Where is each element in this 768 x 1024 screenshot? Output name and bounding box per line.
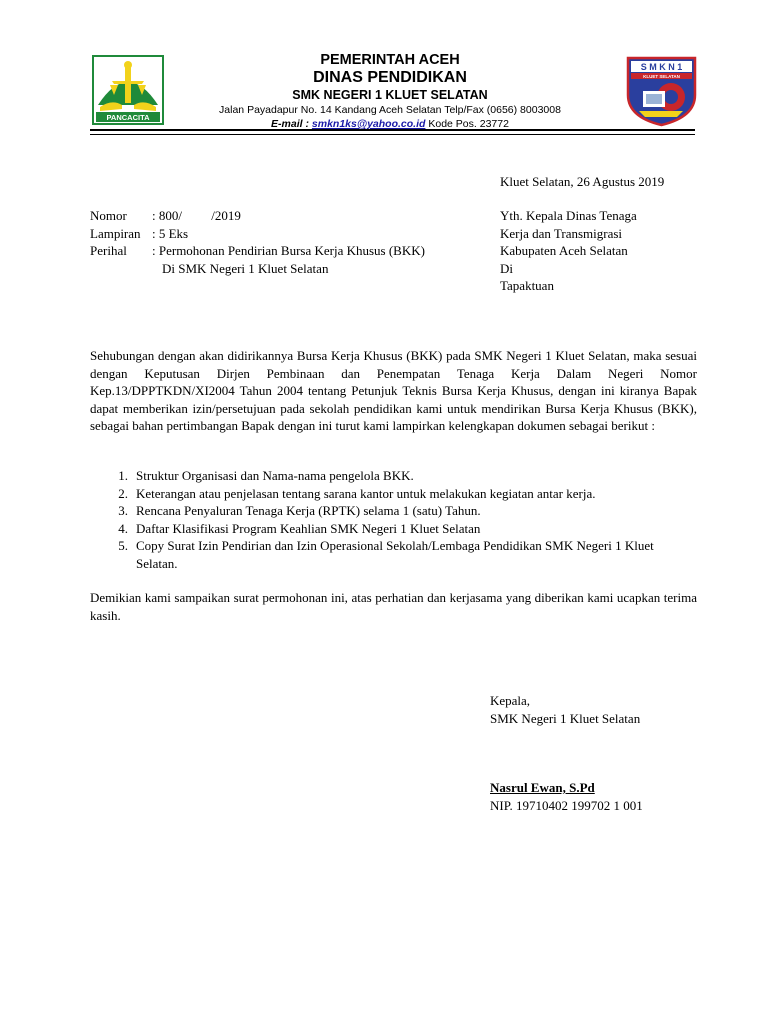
lampiran-value: : 5 Eks — [152, 225, 189, 241]
recipient-line: Yth. Kepala Dinas Tenaga — [500, 208, 637, 223]
school-name: SMK NEGERI 1 KLUET SELATAN — [292, 88, 488, 102]
lampiran-label: Lampiran — [90, 225, 141, 241]
signature-block — [490, 692, 640, 727]
signer-nip: NIP. 19710402 199702 1 001 — [490, 797, 643, 813]
perihal-label: Perihal — [90, 243, 127, 258]
lampiran-row — [90, 225, 425, 243]
letter-meta — [90, 207, 425, 277]
smkn1-label: S M K N 1 — [640, 62, 683, 72]
email-label: E-mail : — [271, 118, 309, 130]
list-item — [90, 467, 697, 485]
signer-block — [490, 779, 643, 814]
list-number: 4. — [118, 520, 128, 536]
nomor-row — [90, 207, 425, 225]
list-item — [90, 537, 697, 572]
smkn1-school-logo — [625, 55, 698, 127]
list-number: 1. — [118, 468, 128, 483]
signature-title: Kepala, — [490, 693, 531, 708]
list-text: Daftar Klasifikasi Program Keahlian SMK Negeri 1 Kluet Selatan — [136, 520, 481, 536]
list-number: 2. — [118, 485, 128, 501]
school-address: Jalan Payadapur No. 14 Kandang Aceh Selatan Telp/Fax (0656) 8003008 — [219, 104, 561, 116]
body-paragraph-1: Sehubungan dengan akan didirikannya Bursa Kerja Khusus (BKK) pada SMK Negeri 1 Kluet Selatan, maka sesuai dengan Keputusan Dirjen Pembinaan dan Penempatan Tenaga Kerja Dalam Negeri Nomor Kep.13/DPPTKDN/XI2004 Tahun 2004 tentang Petunjuk Teknis Bursa Kerja Khusus, dengan ini kiranya Bapak dapat memberikan izin/persetujuan pada sekolah pendidikan kami untuk mendirikan Bursa Kerja Khusus (BKK), sebagai bahan pertimbangan Bapak dengan ini turut kami lampirkan kelengkapan dokumen sebagai berikut : — [90, 348, 697, 433]
body-paragraph-2: Demikian kami sampaikan surat permohonan ini, atas perhatian dan kerjasama yang diberikan kami ucapkan terima kasih. — [90, 590, 697, 623]
pancacita-label: PANCACITA — [106, 113, 150, 122]
list-item — [90, 485, 697, 503]
letterhead-thin-rule — [90, 134, 695, 135]
perihal-value-2: Di SMK Negeri 1 Kluet Selatan — [162, 260, 329, 276]
perihal-value: : Permohonan Pendirian Bursa Kerja Khusus (BKK) — [152, 243, 425, 258]
letterhead-thick-rule — [90, 129, 695, 131]
agency-name: DINAS PENDIDIKAN — [313, 69, 467, 86]
list-item — [90, 520, 697, 538]
recipient-block — [500, 207, 637, 295]
signer-name: Nasrul Ewan, S.Pd — [490, 780, 595, 795]
list-text: Copy Surat Izin Pendirian dan Izin Operasional Sekolah/Lembaga Pendidikan SMK Negeri 1 Kluet Selatan. — [136, 538, 654, 571]
list-text: Keterangan atau penjelasan tentang sarana kantor untuk melakukan kegiatan antar kerja. — [136, 485, 596, 501]
perihal-row-2 — [90, 260, 425, 278]
signature-institution: SMK Negeri 1 Kluet Selatan — [490, 710, 641, 726]
recipient-line: Kabupaten Aceh Selatan — [500, 243, 628, 258]
place-date: Kluet Selatan, 26 Agustus 2019 — [500, 174, 665, 189]
smkn1-sublabel: KLUET SELATAN — [643, 74, 680, 79]
list-number: 5. — [118, 538, 128, 553]
nomor-value: : 800/ /2019 — [152, 208, 241, 223]
recipient-line: Di — [500, 260, 513, 276]
list-item — [90, 502, 697, 520]
aceh-pancacita-logo — [92, 55, 164, 125]
perihal-row — [90, 242, 425, 260]
nomor-label: Nomor — [90, 208, 127, 223]
gov-name: PEMERINTAH ACEH — [320, 52, 460, 68]
recipient-line: Kerja dan Transmigrasi — [500, 225, 623, 241]
attachment-list — [90, 467, 697, 572]
list-number: 3. — [118, 503, 128, 518]
postal-code: Kode Pos. 23772 — [428, 118, 509, 130]
email-link[interactable]: smkn1ks@yahoo.co.id — [311, 118, 426, 130]
list-text: Rencana Penyaluran Tenaga Kerja (RPTK) selama 1 (satu) Tahun. — [136, 503, 481, 518]
recipient-line: Tapaktuan — [500, 278, 554, 293]
letterhead — [180, 52, 600, 131]
list-text: Struktur Organisasi dan Nama-nama pengelola BKK. — [136, 468, 414, 483]
